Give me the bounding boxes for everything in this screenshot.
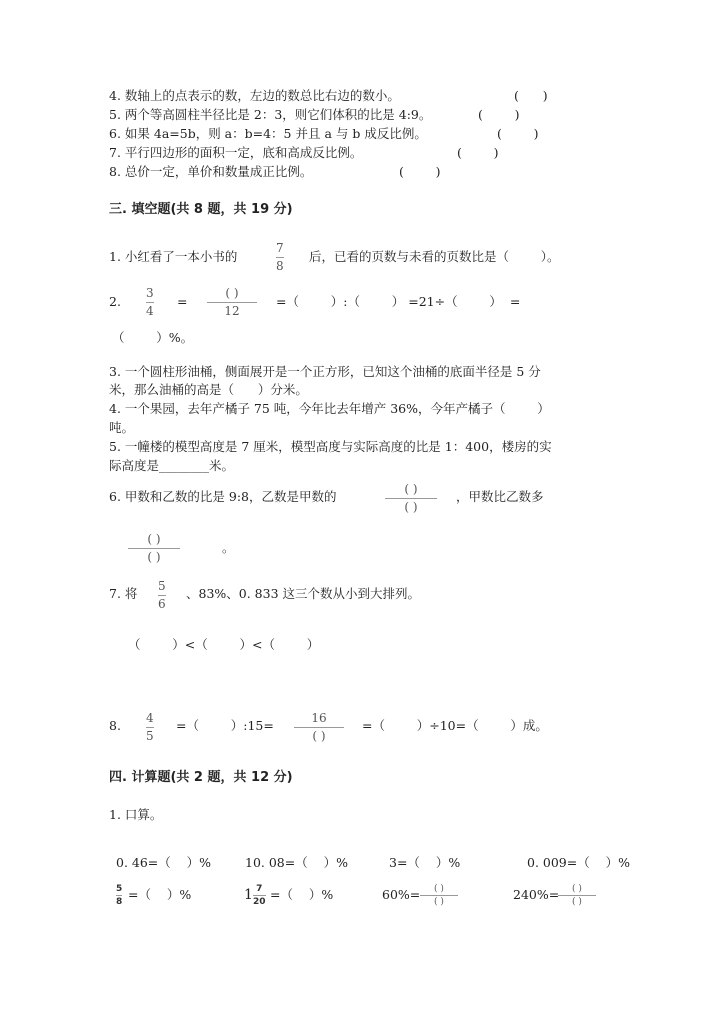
fraction (158, 579, 166, 612)
denominator: ( ) (572, 897, 582, 907)
fraction (146, 286, 154, 319)
denominator: ( ) (312, 729, 326, 743)
whole-number: 1 (244, 887, 253, 903)
calc-item: =（ ）% (266, 887, 334, 902)
numerator: ( ) (225, 286, 239, 300)
judge-item-7: 7. 平行四边形的面积一定，底和高成反比例。 (109, 145, 363, 160)
numerator: 7 (256, 884, 263, 894)
judge-item-6: 6. 如果 4a=5b，则 a：b=4：5 并且 a 与 b 成反比例。 (109, 126, 427, 141)
judge-item-5: 5. 两个等高圆柱半径比是 2：3，则它们体积的比是 4:9。 (109, 107, 432, 122)
calc-item: 3=（ ）% (389, 855, 461, 870)
q2-line2: （ ）%。 (112, 330, 194, 345)
fraction (146, 711, 154, 744)
denominator: ( ) (147, 550, 161, 564)
numerator: 4 (146, 711, 154, 725)
q5-line1: 5. 一幢楼的模型高度是 7 厘米，模型高度与实际高度的比是 1：400，楼房的实 (109, 439, 552, 454)
numerator: 7 (276, 241, 284, 255)
fraction (276, 241, 284, 274)
denominator: 8 (116, 897, 123, 907)
q7-text: 7. 将 (109, 586, 138, 601)
section-heading: 四. 计算题(共 2 题，共 12 分) (109, 770, 293, 785)
calc-item: 10. 08=（ ）% (245, 855, 349, 870)
denominator: ( ) (434, 897, 444, 907)
answer-blank[interactable]: ( ) (478, 107, 520, 122)
denominator: 12 (224, 304, 240, 318)
q8-text-post: =（ ）÷10=（ ）成。 (362, 718, 548, 733)
fraction-blank[interactable] (128, 532, 180, 565)
fraction (253, 884, 266, 907)
numerator: 5 (116, 884, 123, 894)
q4-line1: 4. 一个果园，去年产橘子 75 吨，今年比去年增产 36%，今年产橘子（ ） (109, 401, 550, 416)
calc-item: =（ ）% (124, 887, 192, 902)
q4-line2: 吨。 (109, 420, 135, 435)
equals: = (177, 294, 188, 309)
q2-label: 2. (109, 294, 121, 309)
q8-label: 8. (109, 718, 121, 733)
answer-blank[interactable]: ( ) (497, 126, 539, 141)
calc-item: 240%= (513, 887, 560, 902)
section-heading: 三. 填空题(共 8 题，共 19 分) (109, 202, 293, 217)
q8-text-mid: =（ ）:15= (176, 718, 274, 733)
fraction-blank[interactable] (558, 884, 596, 907)
calc-item: 0. 009=（ ）% (527, 855, 631, 870)
q2-rest: =（ ）:（ ） =21÷（ ） = (276, 294, 521, 309)
calc-item: 0. 46=（ ）% (116, 855, 212, 870)
fraction-blank[interactable] (207, 286, 257, 319)
denominator: 6 (158, 597, 166, 611)
numerator: ( ) (404, 482, 418, 496)
numerator: ( ) (147, 532, 161, 546)
numerator: 3 (146, 286, 154, 300)
answer-blank[interactable]: ( ) (399, 164, 441, 179)
fraction-blank[interactable] (294, 711, 344, 744)
q6-text: 6. 甲数和乙数的比是 9:8，乙数是甲数的 (109, 489, 337, 504)
q6-end: 。 (222, 540, 235, 555)
fraction (116, 884, 122, 907)
q5-line2: 际高度是________米。 (109, 458, 235, 473)
numerator: ( ) (572, 884, 582, 894)
denominator: ( ) (404, 500, 418, 514)
denominator: 4 (146, 304, 154, 318)
answer-blank[interactable]: ( ) (457, 145, 499, 160)
answer-blank[interactable]: ( ) (514, 88, 548, 103)
q1-text-post: 后，已看的页数与未看的页数比是（ ）。 (309, 249, 560, 264)
denominator: 20 (253, 897, 266, 907)
q1-text: 1. 小红看了一本小书的 (109, 249, 238, 264)
fraction-blank[interactable] (420, 884, 458, 907)
numerator: 16 (311, 711, 327, 725)
q7-text-post: 、83%、0. 833 这三个数从小到大排列。 (186, 586, 421, 601)
q1-text: 1. 口算。 (109, 807, 163, 822)
denominator: 8 (276, 259, 284, 273)
judge-item-4: 4. 数轴上的点表示的数，左边的数总比右边的数小。 (109, 88, 400, 103)
calc-item: 60%= (382, 887, 421, 902)
q7-order-blanks[interactable]: （ ）<（ ）<（ ） (128, 637, 320, 652)
q3-line1: 3. 一个圆柱形油桶，侧面展开是一个正方形，已知这个油桶的底面半径是 5 分 (109, 364, 541, 379)
q3-line2: 米，那么油桶的高是（ ）分米。 (109, 382, 308, 397)
judge-item-8: 8. 总价一定，单价和数量成正比例。 (109, 164, 313, 179)
fraction-blank[interactable] (385, 482, 437, 515)
numerator: 5 (158, 579, 166, 593)
denominator: 5 (146, 729, 154, 743)
numerator: ( ) (434, 884, 444, 894)
q6-text-mid: ，甲数比乙数多 (456, 489, 544, 504)
